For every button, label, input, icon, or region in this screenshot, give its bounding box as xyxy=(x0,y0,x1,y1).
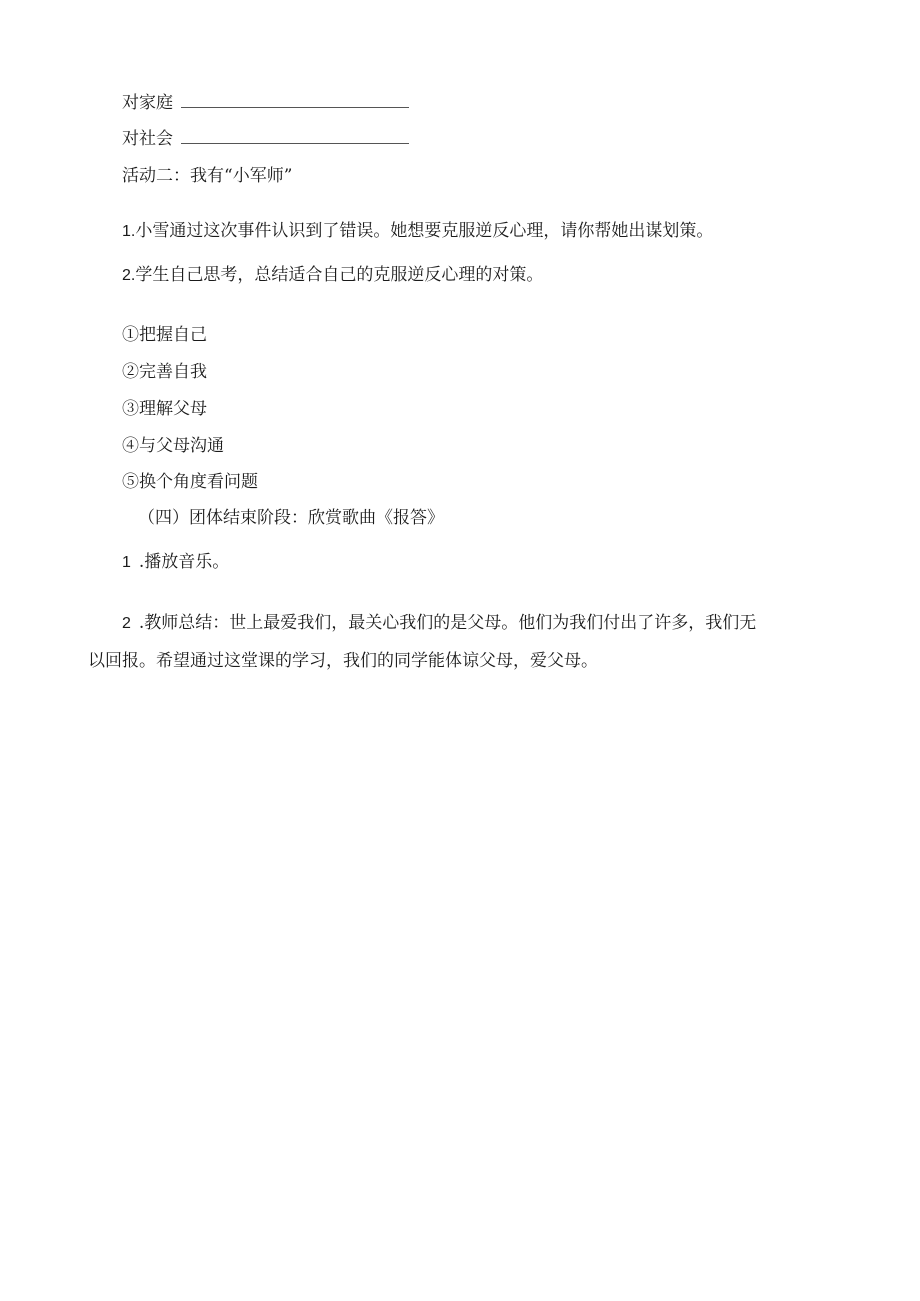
item-text: 小雪通过这次事件认识到了错误。她想要克服逆反心理，请你帮她出谋划策。 xyxy=(135,221,714,241)
family-answer-blank[interactable] xyxy=(181,93,409,108)
item-text: 学生自己思考，总结适合自己的克服逆反心理的对策。 xyxy=(135,265,544,285)
item-text: .播放音乐。 xyxy=(138,552,230,572)
stage4-item-2 xyxy=(122,612,756,635)
strategy-item: ③理解父母 xyxy=(122,399,207,419)
activity2-heading: 活动二：我有“小军师” xyxy=(122,166,293,186)
activity2-item-2 xyxy=(122,264,543,287)
strategy-item: ①把握自己 xyxy=(122,325,207,345)
item-number: 2. xyxy=(122,267,136,284)
family-fill-in xyxy=(122,92,409,114)
activity2-item-1 xyxy=(122,220,713,243)
item-number: 1 xyxy=(122,554,131,571)
strategy-item: ⑤换个角度看问题 xyxy=(122,472,258,492)
family-label: 对家庭 xyxy=(122,93,173,113)
stage4-item-2-continuation: 以回报。希望通过这堂课的学习，我们的同学能体谅父母，爱父母。 xyxy=(88,651,598,671)
strategy-item: ②完善自我 xyxy=(122,362,207,382)
strategy-item: ④与父母沟通 xyxy=(122,436,224,456)
society-fill-in xyxy=(122,128,409,150)
society-label: 对社会 xyxy=(122,129,173,149)
item-text: .教师总结：世上最爱我们，最关心我们的是父母。他们为我们付出了许多，我们无 xyxy=(138,613,757,633)
item-number: 1. xyxy=(122,223,136,240)
stage4-item-1 xyxy=(122,551,229,574)
society-answer-blank[interactable] xyxy=(181,129,409,144)
item-number: 2 xyxy=(122,615,131,632)
stage4-heading: （四）团体结束阶段：欣赏歌曲《报答》 xyxy=(138,508,444,528)
